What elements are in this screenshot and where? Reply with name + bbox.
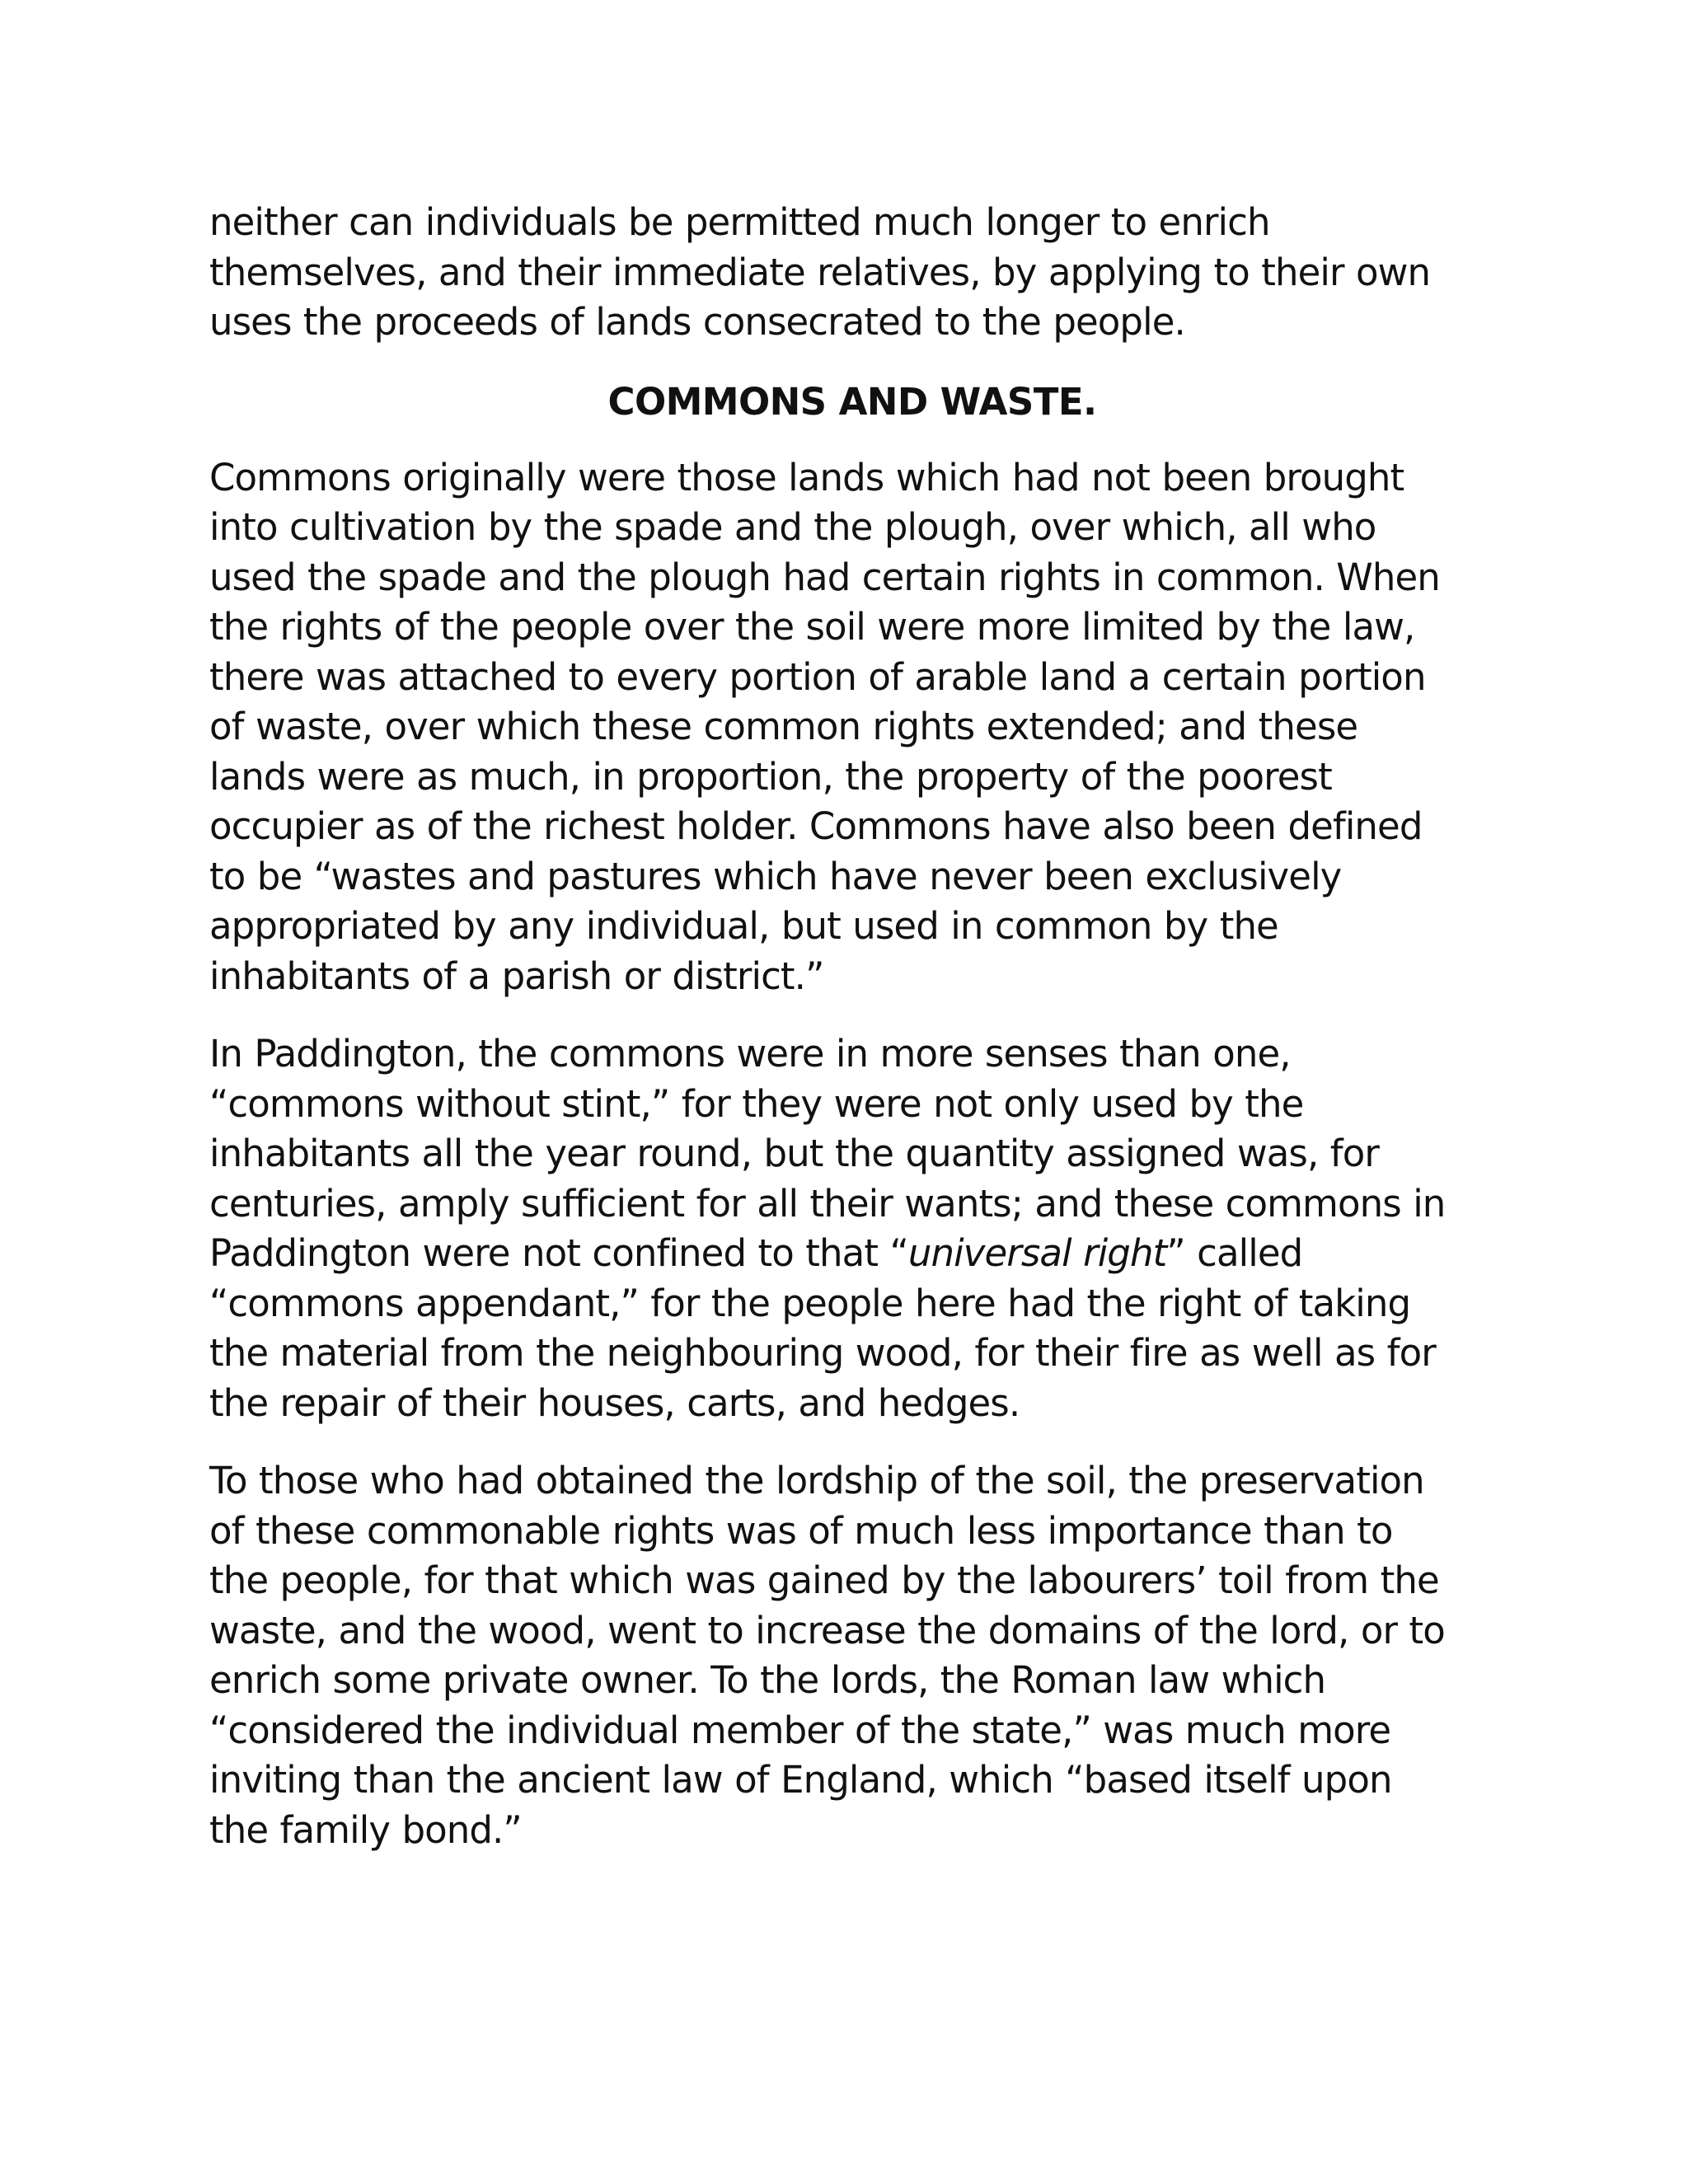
text-line: centuries, amply sufficient for all their wants; and these commons in xyxy=(209,1181,1446,1226)
text-line: “commons appendant,” for the people here had the right of taking xyxy=(209,1281,1411,1325)
text-line: of these commonable rights was of much less importance than to xyxy=(209,1508,1393,1553)
text-line: enrich some private owner. To the lords, the Roman law which xyxy=(209,1658,1326,1702)
text-line: there was attached to every portion of arable land a certain portion xyxy=(209,654,1426,699)
text-line: the material from the neighbouring wood, for their fire as well as for xyxy=(209,1331,1436,1375)
text-line: “considered the individual member of the state,” was much more xyxy=(209,1708,1391,1752)
text-line: used the spade and the plough had certain rights in common. When xyxy=(209,555,1440,599)
section-heading: COMMONS AND WASTE. xyxy=(607,379,1097,424)
text-run: ” called xyxy=(1166,1231,1303,1275)
text-line: occupier as of the richest holder. Commons have also been defined xyxy=(209,804,1423,848)
text-line: lands were as much, in proportion, the property of the poorest xyxy=(209,754,1332,799)
text-line: waste, and the wood, went to increase the domains of the lord, or to xyxy=(209,1608,1445,1652)
paragraph-commons-definition xyxy=(209,453,1495,1002)
text-run: Paddington were not confined to that “ xyxy=(209,1231,908,1275)
paragraph-lordship xyxy=(209,1456,1495,1855)
text-line: “commons without stint,” for they were not only used by the xyxy=(209,1081,1304,1126)
text-line: the repair of their houses, carts, and hedges. xyxy=(209,1380,1020,1425)
text-line: inhabitants of a parish or district.” xyxy=(209,954,824,998)
text-line: the people, for that which was gained by the labourers’ toil from the xyxy=(209,1558,1439,1602)
text-line-with-italic xyxy=(209,1229,1495,1279)
text-line: of waste, over which these common rights extended; and these xyxy=(209,705,1358,748)
opening-paragraph xyxy=(209,198,1495,348)
text-line: neither can individuals be permitted much longer to enrich xyxy=(209,200,1270,244)
text-line: to be “wastes and pastures which have never been exclusively xyxy=(209,854,1342,898)
text-line: into cultivation by the spade and the plough, over which, all who xyxy=(209,505,1376,549)
text-line: Commons originally were those lands which had not been brought xyxy=(209,455,1404,499)
text-line: themselves, and their immediate relatives, by applying to their own xyxy=(209,250,1431,294)
text-line: inhabitants all the year round, but the quantity assigned was, for xyxy=(209,1132,1379,1175)
text-line: appropriated by any individual, but used in common by the xyxy=(209,904,1278,948)
text-line: uses the proceeds of lands consecrated to the people. xyxy=(209,300,1185,344)
text-line: In Paddington, the commons were in more senses than one, xyxy=(209,1032,1291,1076)
text-line: inviting than the ancient law of England, which “based itself upon xyxy=(209,1758,1392,1802)
text-line: the family bond.” xyxy=(209,1807,522,1852)
text-line: To those who had obtained the lordship of the soil, the preservation xyxy=(209,1459,1424,1502)
italic-phrase: universal right xyxy=(907,1231,1167,1275)
paragraph-paddington xyxy=(209,1029,1495,1428)
text-line: the rights of the people over the soil were more limited by the law, xyxy=(209,605,1415,649)
document-body xyxy=(209,198,1495,1855)
